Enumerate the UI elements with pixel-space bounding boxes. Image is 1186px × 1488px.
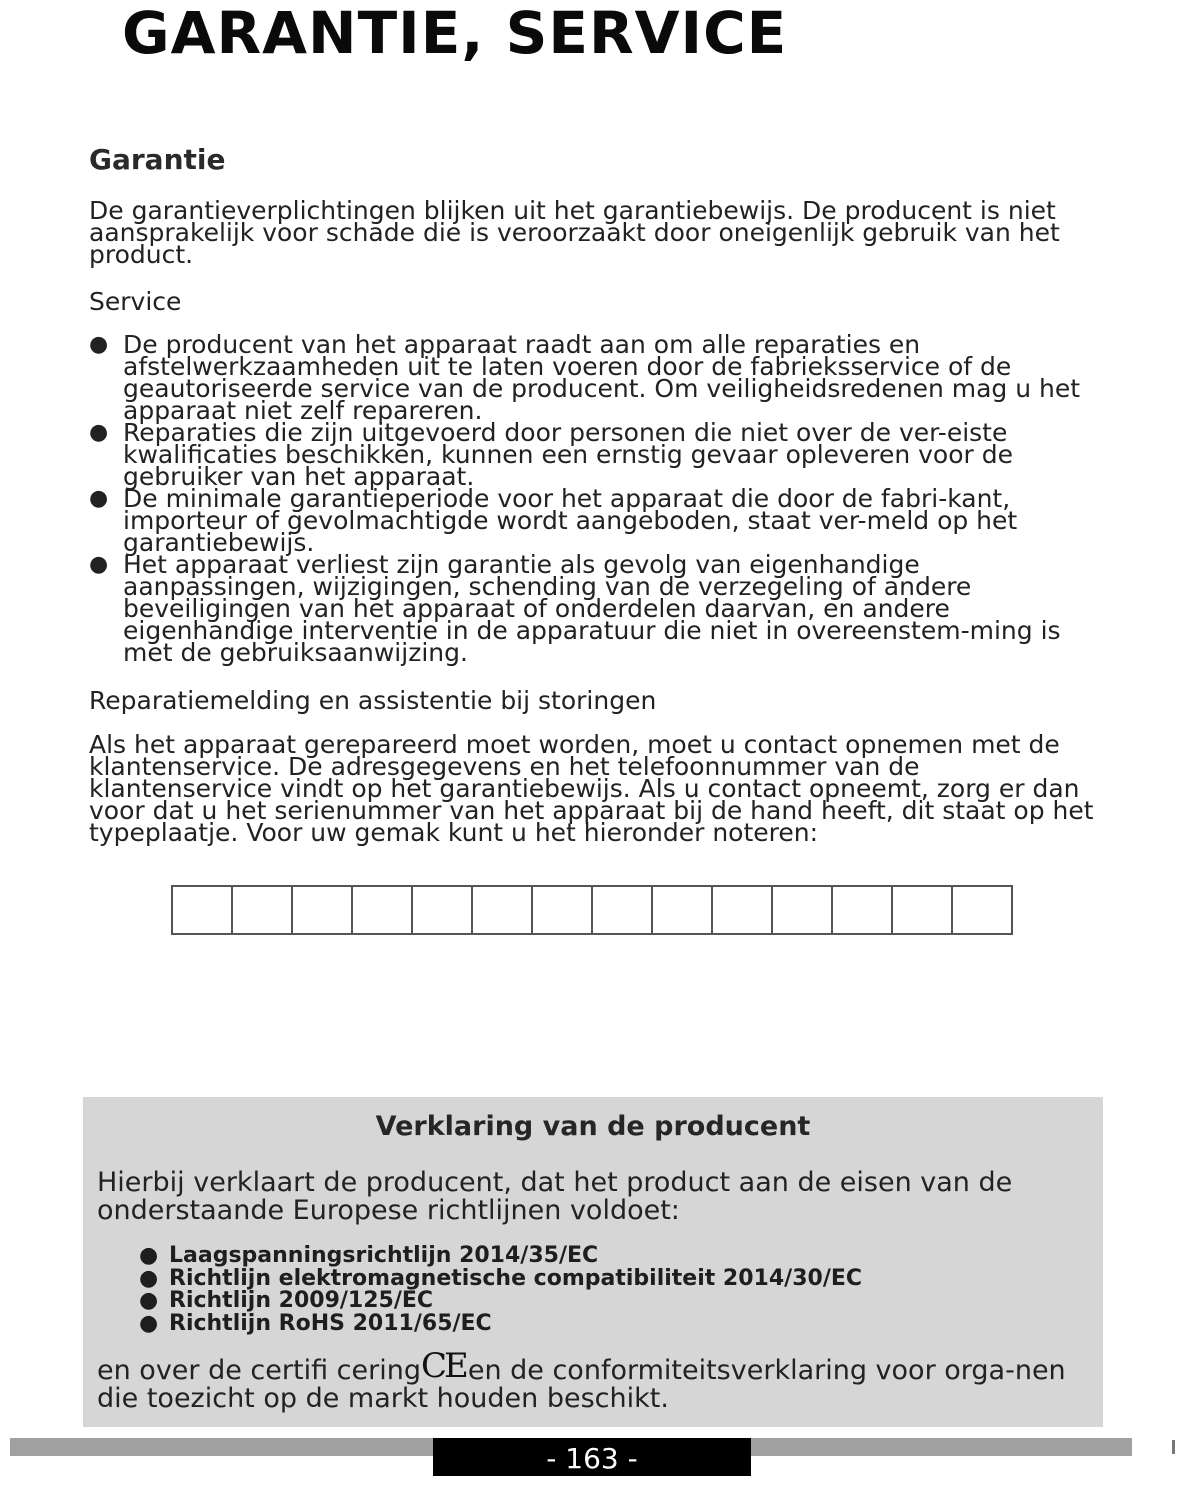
serial-number-cell [533, 887, 593, 933]
declaration-outro-after: en de conformiteitsverklaring voor orga-nen die toezicht op de markt houden beschikt. [97, 1355, 1066, 1414]
declaration-outro-before: en over de certifi cering [97, 1355, 421, 1386]
manufacturer-declaration-box [83, 1097, 1103, 1427]
bullet-icon: ● [89, 486, 109, 511]
warranty-text: De garantieverplichtingen blijken uit het garantiebewijs. De producent is niet aansprakelijk voor schade die is veroorzaakt door oneigenlijk gebruik van het product. [89, 196, 1060, 269]
ce-mark-icon: CE [420, 1346, 466, 1386]
service-bullet-text: De producent van het apparaat raadt aan om alle reparaties en afstelwerkzaamheden uit te laten voeren door de fabrieksservice of de geautoriseerde service van de producent. Om veiligheidsredenen mag u het apparaat niet zelf repareren. [123, 330, 1081, 425]
service-bullet-list [89, 330, 1109, 667]
page-title: GARANTIE, SERVICE [122, 0, 788, 67]
footer-tick [1172, 1440, 1175, 1454]
serial-number-grid [171, 885, 1013, 935]
bullet-icon: ● [139, 1288, 159, 1313]
serial-number-cell [893, 887, 953, 933]
bullet-icon: ● [139, 1265, 159, 1291]
serial-number-cell [653, 887, 713, 933]
service-bullet-text: De minimale garantieperiode voor het apparaat die door de fabri-kant, importeur of gevolmachtigde wordt aangeboden, staat ver-meld op het garantiebewijs. [123, 484, 1018, 557]
bullet-icon: ● [89, 552, 109, 577]
bullet-icon: ● [139, 1310, 159, 1336]
bullet-icon: ● [89, 420, 109, 445]
repair-text: Als het apparaat gerepareerd moet worden, moet u contact opnemen met de klantenservice. De adresgegevens en het telefoonnummer van de klantenservice vindt op het garantiebewijs. Als u contact opneemt, zorg er dan voor dat u het serienummer van het apparaat bij de hand heeft, dit staat op het typeplaatje. Voor uw gemak kunt u het hieronder noteren: [89, 730, 1094, 847]
bullet-icon: ● [89, 332, 109, 357]
declaration-title: Verklaring van de producent [375, 1111, 811, 1142]
serial-number-cell [473, 887, 533, 933]
serial-number-cell [953, 887, 1011, 933]
serial-number-cell [233, 887, 293, 933]
list-item [89, 418, 1109, 491]
directive-text: Richtlijn RoHS 2011/65/EC [169, 1310, 492, 1336]
directive-text: Richtlijn 2009/125/EC [169, 1288, 434, 1313]
list-item [139, 1290, 862, 1313]
list-item [89, 550, 1109, 667]
list-item [139, 1245, 862, 1268]
directive-text: Laagspanningsrichtlijn 2014/35/EC [169, 1243, 599, 1268]
serial-number-cell [713, 887, 773, 933]
warranty-heading: Garantie [89, 143, 226, 176]
list-item [89, 330, 1109, 425]
serial-number-cell [173, 887, 233, 933]
bullet-icon: ● [139, 1243, 159, 1268]
serial-number-cell [833, 887, 893, 933]
service-heading: Service [89, 287, 182, 316]
directive-text: Richtlijn elektromagnetische compatibiliteit 2014/30/EC [169, 1265, 863, 1291]
serial-number-cell [353, 887, 413, 933]
list-item [89, 484, 1109, 557]
service-bullet-text: Het apparaat verliest zijn garantie als gevolg van eigenhandige aanpassingen, wijzigingen, schending van de verzegeling of andere beveiligingen van het apparaat of onderdelen daarvan, en andere eigenhandige interventie in de apparatuur die niet in overeenstem-ming is met de gebruiksaanwijzing. [123, 550, 1061, 667]
declaration-intro: Hierbij verklaart de producent, dat het product aan de eisen van de onderstaande Europese richtlijnen voldoet: [97, 1167, 1013, 1226]
directive-list [139, 1245, 862, 1335]
serial-number-cell [593, 887, 653, 933]
list-item [139, 1265, 863, 1291]
serial-number-cell [773, 887, 833, 933]
repair-heading: Reparatiemelding en assistentie bij storingen [89, 686, 657, 715]
page-number: - 163 - [433, 1438, 751, 1476]
declaration-outro [97, 1346, 1087, 1414]
serial-number-cell [293, 887, 353, 933]
service-bullet-text: Reparaties die zijn uitgevoerd door personen die niet over de ver-eiste kwalificaties beschikken, kunnen een ernstig gevaar opleveren voor de gebruiker van het apparaat. [123, 418, 1014, 491]
list-item [139, 1310, 862, 1336]
serial-number-cell [413, 887, 473, 933]
